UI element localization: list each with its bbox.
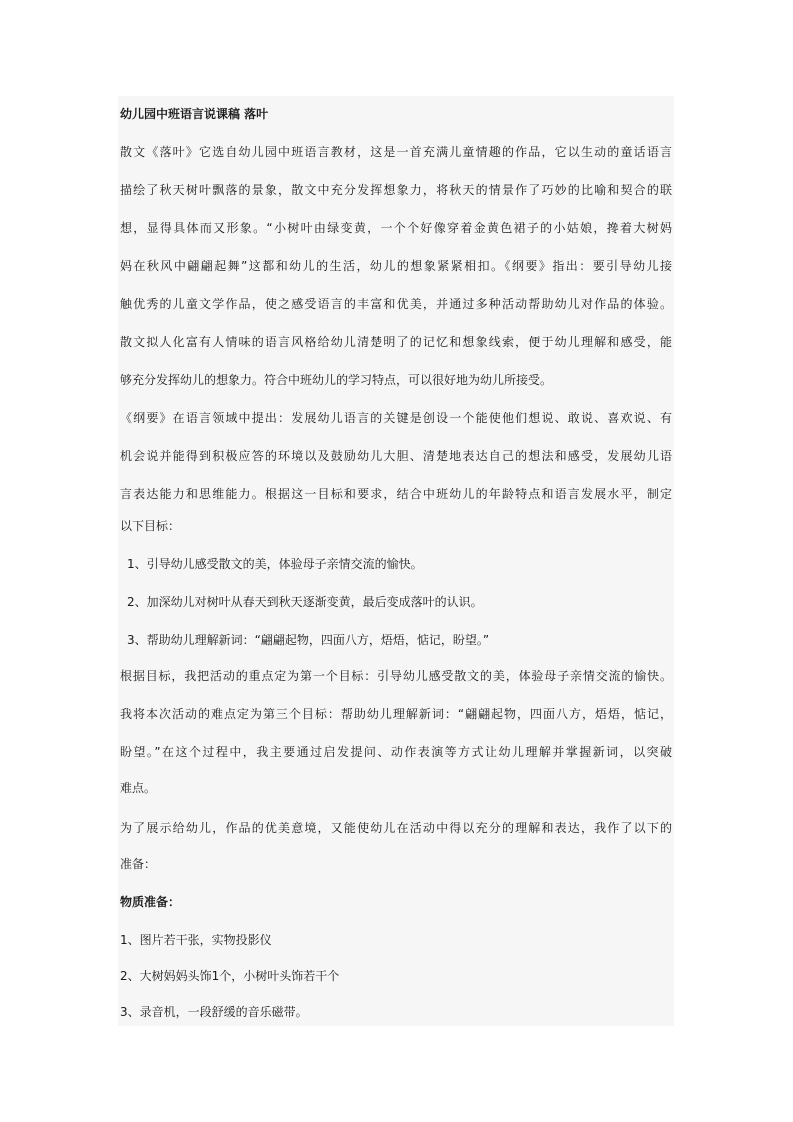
section-heading: 物质准备： [120,895,181,909]
paragraph-line: 描绘了秋天树叶飘落的景象，散文中充分发挥想象力，将秋天的情景作了巧妙的比喻和契合的联 [120,183,672,197]
paragraph-line: 盼望。”在这个过程中，我主要通过启发提问、动作表演等方式让幼儿理解并掌握新词，以突破 [120,745,672,759]
paragraph-line: 散文《落叶》它选自幼儿园中班语言教材，这是一首充满儿童情趣的作品，它以生动的童话语言 [120,145,672,159]
paragraph-line: 够充分发挥幼儿的想象力。符合中班幼儿的学习特点，可以很好地为幼儿所接受。 [120,373,553,387]
document-content [118,96,674,1026]
material-item: 1、图片若干张，实物投影仪 [120,933,272,947]
paragraph-line: 散文拟人化富有人情味的语言风格给幼儿清楚明了的记忆和想象线索，便于幼儿理解和感受，能 [120,335,672,349]
goal-item: 3、帮助幼儿理解新词：“翩翩起物，四面八方，焐焐，惦记，盼望。” [127,633,490,647]
paragraph-line: 《纲要》在语言领域中提出：发展幼儿语言的关键是创设一个能使他们想说、敢说、喜欢说、有 [120,411,672,425]
goal-item: 1、引导幼儿感受散文的美，体验母子亲情交流的愉快。 [127,557,423,571]
material-item: 2、大树妈妈头饰1个，小树叶头饰若干个 [120,969,340,983]
paragraph-line: 我将本次活动的难点定为第三个目标：帮助幼儿理解新词：“翩翩起物，四面八方，焐焐，惦记， [120,707,672,721]
paragraph-line: 妈在秋风中翩翩起舞”这都和幼儿的生活，幼儿的想象紧紧相扣。《纲要》指出：要引导幼儿接 [120,259,672,273]
material-item: 3、录音机，一段舒缓的音乐磁带。 [120,1005,308,1019]
paragraph-line: 言表达能力和思维能力。根据这一目标和要求，结合中班幼儿的年龄特点和语言发展水平，制定 [120,487,672,501]
paragraph-line: 为了展示给幼儿，作品的优美意境，又能使幼儿在活动中得以充分的理解和表达，我作了以下的 [120,821,672,835]
goal-item: 2、加深幼儿对树叶从春天到秋天逐渐变黄，最后变成落叶的认识。 [127,595,483,609]
paragraph-line: 触优秀的儿童文学作品，使之感受语言的丰富和优美，并通过多种活动帮助幼儿对作品的体验。 [120,297,672,311]
paragraph-line: 根据目标，我把活动的重点定为第一个目标：引导幼儿感受散文的美，体验母子亲情交流的愉快。 [120,669,672,683]
paragraph-line: 机会说并能得到积极应答的环境以及鼓励幼儿大胆、清楚地表达自己的想法和感受，发展幼儿语 [120,449,672,463]
paragraph-line: 难点。 [120,781,157,795]
paragraph-line: 想，显得具体而又形象。“小树叶由绿变黄，一个个好像穿着金黄色裙子的小姑娘，搀着大树妈 [120,221,672,235]
page-title: 幼儿园中班语言说课稿 落叶 [120,107,269,121]
paragraph-line: 准备： [120,857,157,871]
paragraph-line: 以下目标： [120,519,181,533]
